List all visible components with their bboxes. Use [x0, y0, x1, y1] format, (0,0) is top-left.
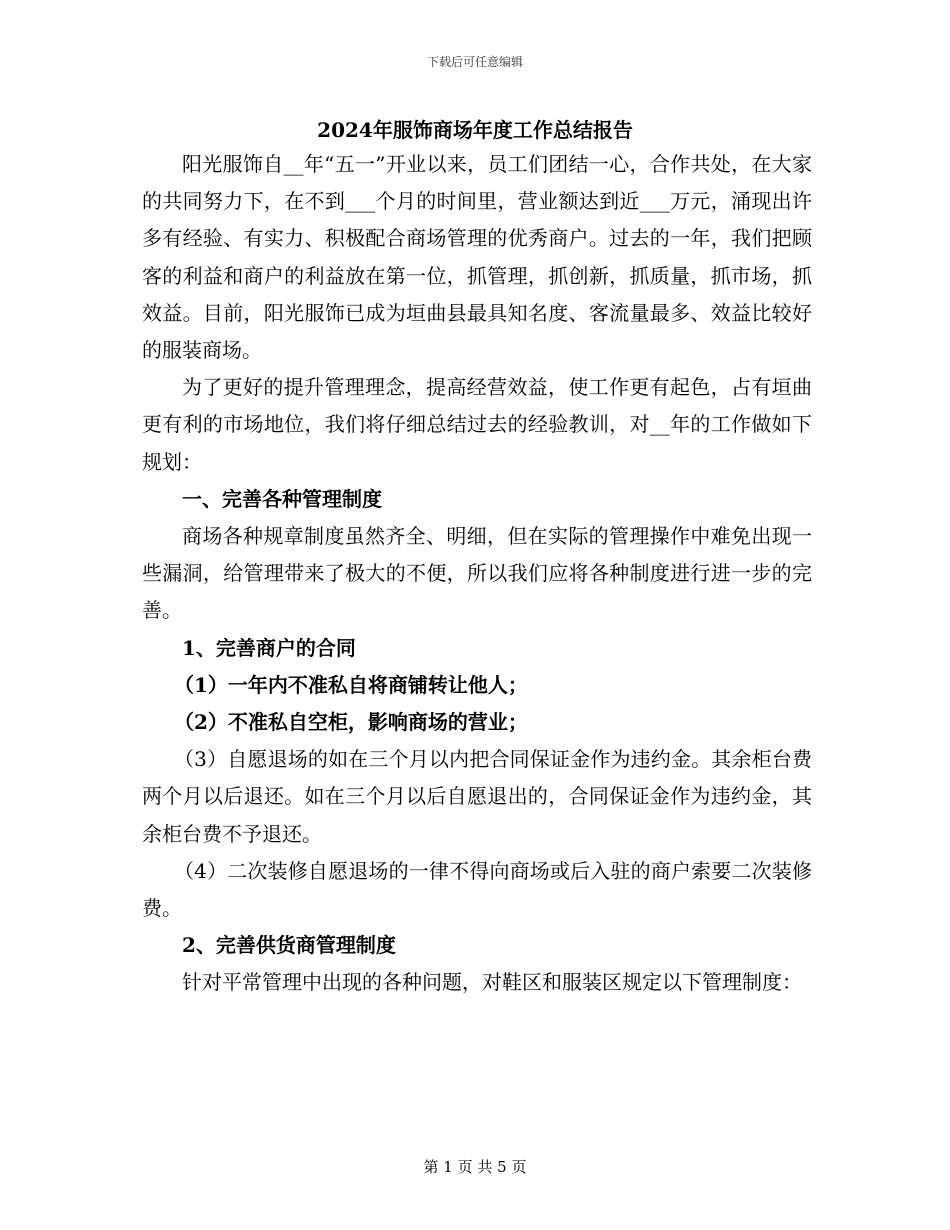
- document-body: [142, 146, 812, 1002]
- paragraph-supplier: 针对平常管理中出现的各种问题，对鞋区和服装区规定以下管理制度：: [182, 970, 802, 995]
- page-number: 第 1 页 共 5 页: [423, 1158, 527, 1176]
- contract-item-4: （4）二次装修自愿退场的一律不得向商场或后入驻的商户索要二次装修费。: [142, 858, 812, 921]
- document-title: 2024年服饰商场年度工作总结报告: [317, 118, 633, 142]
- section-heading-1: 一、完善各种管理制度: [182, 486, 382, 511]
- subsection-heading-1: 1、完善商户的合同: [182, 635, 356, 660]
- paragraph-intro: 阳光服饰自__年“五一”开业以来，员工们团结一心，合作共处，在大家的共同努力下，在不到___个月的时间里，营业额达到近___万元，涌现出许多有经验、有实力、积极配合商场管理的优秀商户。过去的一年，我们把顾客的利益和商户的利益放在第一位，抓管理，抓创新，抓质量，抓市场，抓效益。目前，阳光服饰已成为垣曲县最具知名度、客流量最多、效益比较好的服装商场。: [142, 152, 812, 363]
- page-header-note: 下载后可任意编辑: [426, 55, 523, 69]
- contract-item-3: （3）自愿退场的如在三个月以内把合同保证金作为违约金。其余柜台费两个月以后退还。如在三个月以后自愿退出的，合同保证金作为违约金，其余柜台费不予退还。: [142, 747, 812, 846]
- contract-item-2: （2）不准私自空柜，影响商场的营业；: [174, 710, 528, 735]
- paragraph-plan: 为了更好的提升管理理念，提高经营效益，使工作更有起色，占有垣曲更有利的市场地位，我们将仔细总结过去的经验教训，对__年的工作做如下规划：: [142, 375, 812, 474]
- paragraph-section-1: 商场各种规章制度虽然齐全、明细，但在实际的管理操作中难免出现一些漏洞，给管理带来了极大的不便，所以我们应将各种制度进行进一步的完善。: [142, 524, 812, 623]
- subsection-heading-2: 2、完善供货商管理制度: [182, 933, 396, 958]
- contract-item-1: （1）一年内不准私自将商铺转让他人；: [174, 672, 528, 697]
